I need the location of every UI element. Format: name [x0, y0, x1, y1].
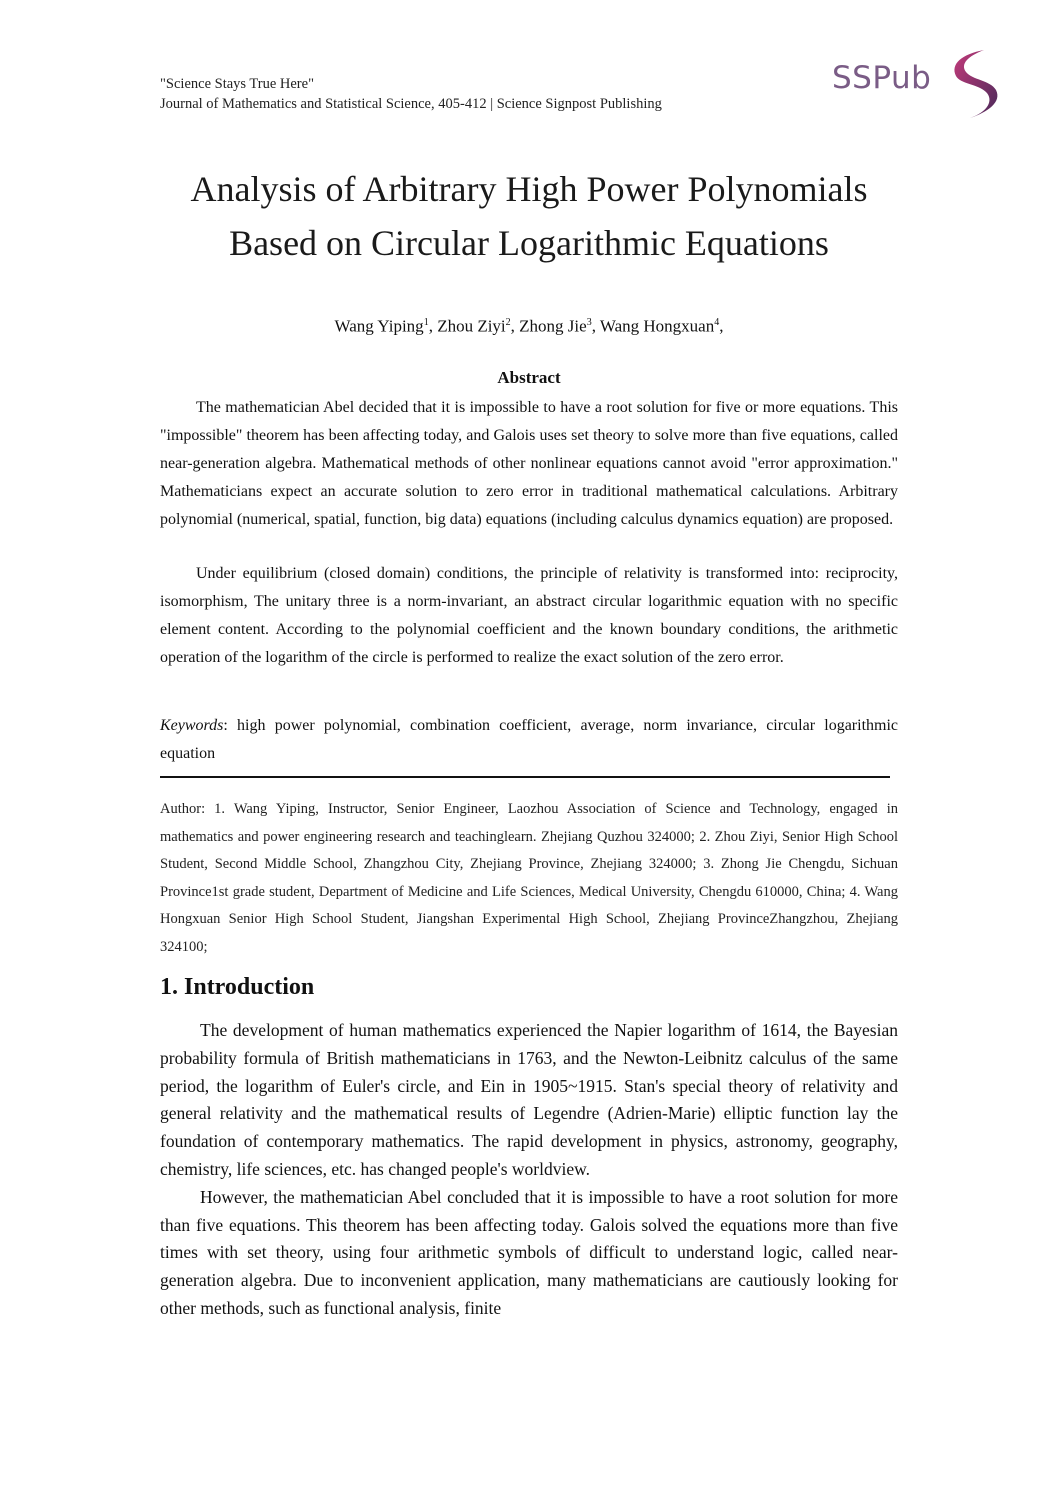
abstract-text: The mathematician Abel decided that it is impossible to have a root solution for five or more equations. This "impossible" theorem has been affecting today, and Galois uses set theory to solve more than five equations, called near-generation algebra. Mathematical methods of other nonlinear equations cannot avoid "error approximation." Mathematicians expect an accurate solution to zero error in traditional mathematical calculations. Arbitrary polynomial (numerical, spatial, function, big data) equations (including calculus dynamics equation) are proposed. — [160, 399, 898, 528]
author-list — [120, 311, 938, 339]
author-affiliation-sup: 4 — [714, 317, 720, 328]
author-name: Zhong Jie — [519, 316, 587, 336]
abstract-heading: Abstract — [497, 368, 561, 387]
journal-header — [160, 74, 662, 114]
author-footnote: Author: 1. Wang Yiping, Instructor, Senior Engineer, Laozhou Association of Science and Technology, engaged in mathematics and power engineering research and teachinglearn. Zhejiang Quzhou 324000; 2. Zhou Ziyi, Senior High School Student, Second Middle School, Zhangzhou City, Zhejiang Province, Zhejiang 324000; 3. Zhong Jie Chengdu, Sichuan Province1st grade student, Department of Medicine and Life Sciences, Medical University, Chengdu 610000, China; 4. Wang Hongxuan Senior High School Student, Jiangshan Experimental High School, Zhejiang ProvinceZhangzhou, Zhejiang 324100; — [160, 801, 898, 955]
sspub-logo — [832, 48, 1002, 120]
author-name: Wang Hongxuan — [599, 316, 715, 336]
section-heading-introduction: 1. Introduction — [160, 974, 315, 1000]
introduction-paragraph-1: The development of human mathematics experienced the Napier logarithm of 1614, the Bayesian probability formula of British mathematicians in 1763, and the Newton-Leibnitz calculus of the same period, the logarithm of Euler's circle, and Ein in 1905~1915. Stan's special theory of relativity and general relativity and the mathematical results of Legendre (Adrien-Marie) elliptic function lay the foundation of contemporary mathematics. The rapid development in physics, astronomy, geography, chemistry, life sciences, etc. has changed people's worldview. — [160, 1020, 898, 1179]
keywords-label: Keywords — [160, 717, 224, 734]
abstract-text: Under equilibrium (closed domain) conditions, the principle of relativity is transformed into: reciprocity, isomorphism, The unitary three is a norm-invariant, an abstract circular logarithmic equation with no specific element content. According to the polynomial coefficient and the known boundary conditions, the arithmetic operation of the logarithm of the circle is performed to realize the exact solution of the zero error. — [160, 565, 898, 666]
author-name: Zhou Ziyi — [437, 316, 506, 336]
abstract-paragraph-2 — [160, 560, 898, 672]
title-line-2: Based on Circular Logarithmic Equations — [229, 223, 829, 263]
keywords-text: : high power polynomial, combination coefficient, average, norm invariance, circular logarithmic equation — [160, 717, 898, 762]
logo-text: SSPub — [832, 60, 932, 96]
keywords — [160, 712, 898, 768]
author-name: Wang Yiping — [334, 316, 424, 336]
author-separator: , — [591, 316, 600, 336]
author-separator: , — [719, 316, 724, 336]
author-affiliation-sup: 1 — [423, 317, 429, 328]
author-separator: , — [428, 316, 438, 336]
author-affiliation-sup: 2 — [505, 317, 511, 328]
introduction-body — [160, 1017, 898, 1323]
journal-tagline: "Science Stays True Here" — [160, 76, 314, 92]
journal-citation: Journal of Mathematics and Statistical Science, 405-412 | Science Signpost Publishing — [160, 96, 662, 112]
paper-title — [120, 162, 938, 270]
introduction-paragraph-2: However, the mathematician Abel concluded that it is impossible to have a root solution for more than five equations. This theorem has been affecting today. Galois solved the equations more than five times with set theory, using four arithmetic symbols of difficult to understand logic, called near-generation algebra. Due to inconvenient application, many mathematicians are cautiously looking for other methods, such as functional analysis, finite — [160, 1186, 898, 1318]
author-separator: , — [510, 316, 520, 336]
logo-s-mark-icon — [944, 48, 1002, 120]
abstract-paragraph-1 — [160, 394, 898, 534]
title-line-1: Analysis of Arbitrary High Power Polynomials — [190, 169, 868, 209]
divider — [160, 776, 890, 778]
author-affiliation-sup: 3 — [586, 317, 592, 328]
